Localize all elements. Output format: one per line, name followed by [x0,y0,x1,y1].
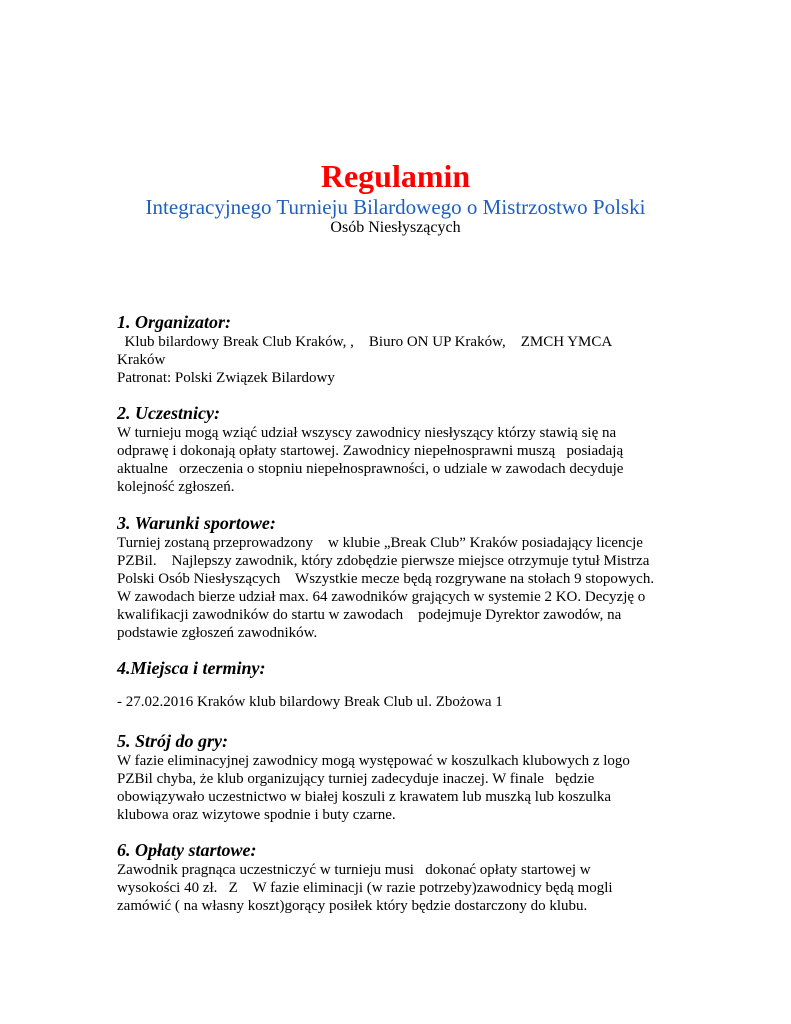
section-line: klubowa oraz wizytowe spodnie i buty czarne. [117,807,396,823]
section-line: podstawie zgłoszeń zawodników. [117,625,318,641]
document-title: Regulamin [320,158,471,194]
section-heading: 5. Strój do gry: [117,731,229,751]
document-subtitle-audience: Osób Niesłyszących [330,219,461,236]
section-line: Zawodnik pragnąca uczestniczyć w turnieju musi dokonać opłaty startowej w [117,862,591,878]
section-entry-fees [117,839,657,915]
section-participants [117,402,657,496]
section-heading: 1. Organizator: [117,312,232,332]
section-heading: 2. Uczestnicy: [117,403,220,423]
section-line: PZBil. Najlepszy zawodnik, który zdobędzie pierwsze miejsce otrzymuje tytuł Mistrza [117,553,650,569]
section-line: obowiązywało uczestnictwo w białej koszuli z krawatem lub muszką lub koszulka [117,789,612,805]
section-line: W turnieju mogą wziąć udział wszyscy zawodnicy niesłyszący którzy stawią się na [117,425,617,441]
section-dress-code [117,730,657,824]
section-heading: 3. Warunki sportowe: [117,513,276,533]
section-line: W zawodach bierze udział max. 64 zawodników grających w systemie 2 KO. Decyzję o [117,589,646,605]
section-line: - 27.02.2016 Kraków klub bilardowy Break Club ul. Zbożowa 1 [117,694,503,710]
section-heading: 6. Opłaty startowe: [117,840,257,860]
section-heading: 4.Miejsca i terminy: [117,658,266,678]
section-line: PZBil chyba, że klub organizujący turniej zadecyduje inaczej. W finale będzie [117,771,595,787]
section-line: Patronat: Polski Związek Bilardowy [117,370,335,386]
section-sport-conditions [117,512,657,642]
section-line: kolejność zgłoszeń. [117,479,235,495]
section-line: kwalifikacji zawodników do startu w zawodach podejmuje Dyrektor zawodów, na [117,607,622,623]
document-subtitle: Integracyjnego Turnieju Bilardowego o Mistrzostwo Polski [145,195,646,219]
section-line: Turniej zostaną przeprowadzony w klubie „Break Club” Kraków posiadający licencje [117,535,643,551]
section-line: aktualne orzeczenia o stopniu niepełnosprawności, o udziale w zawodach decyduje [117,461,624,477]
section-organizer [117,311,657,387]
section-places-dates [117,657,657,711]
section-line: Kraków [117,352,166,368]
section-line: zamówić ( na własny koszt)gorący posiłek który będzie dostarczony do klubu. [117,898,588,914]
section-line: W fazie eliminacyjnej zawodnicy mogą występować w koszulkach klubowych z logo [117,753,630,769]
section-line: odprawę i dokonają opłaty startowej. Zawodnicy niepełnosprawni muszą posiadają [117,443,624,459]
section-line: wysokości 40 zł. Z W fazie eliminacji (w razie potrzeby)zawodnicy będą mogli [117,880,613,896]
section-line: Polski Osób Niesłyszących Wszystkie mecze będą rozgrywane na stołach 9 stopowych. [117,571,655,587]
section-line: Klub bilardowy Break Club Kraków, , Biuro ON UP Kraków, ZMCH YMCA [117,334,613,350]
